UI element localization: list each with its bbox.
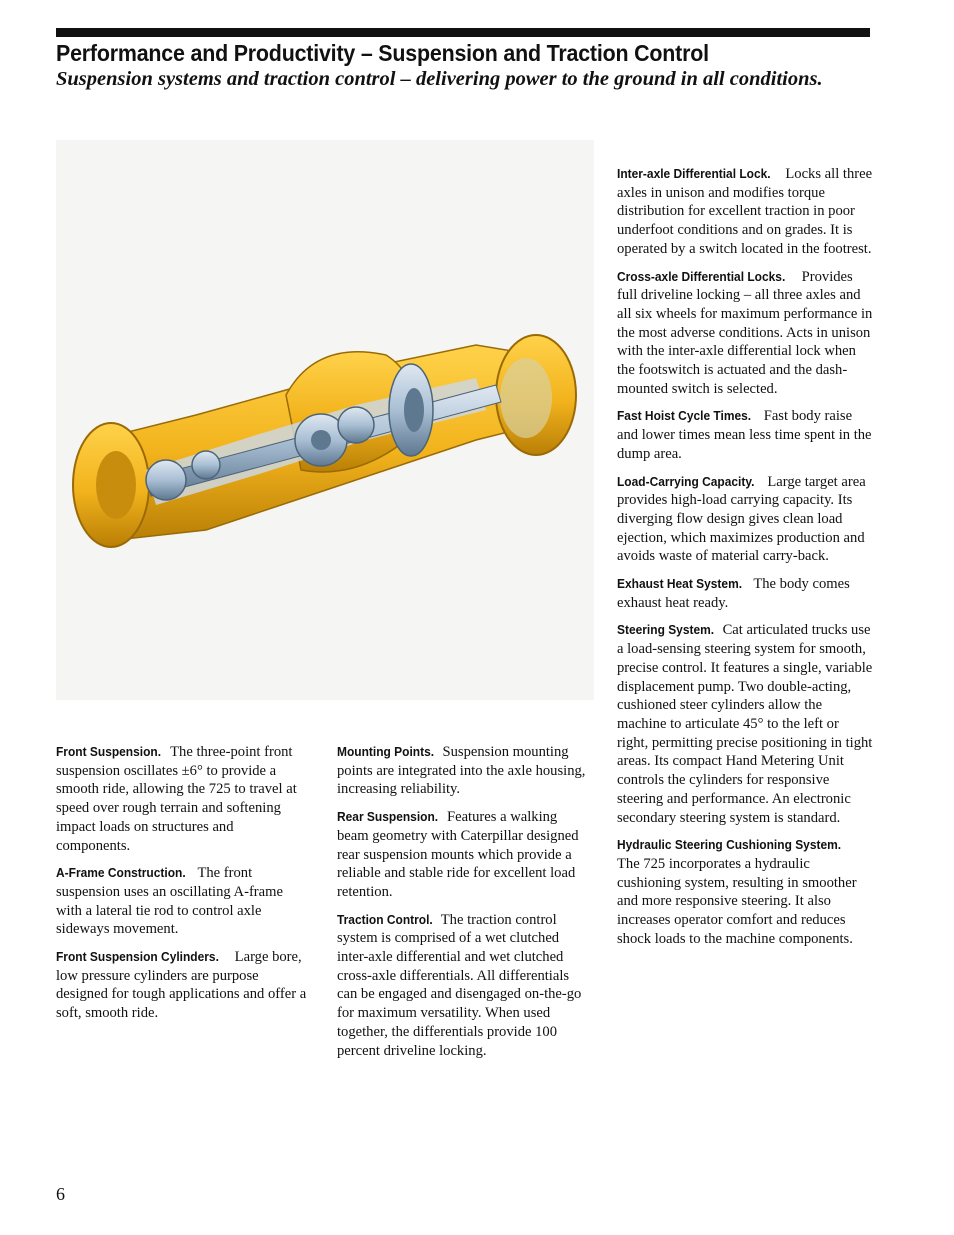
axle-illustration [56, 140, 594, 700]
steering-paragraph [617, 621, 873, 827]
front-suspension-paragraph [56, 743, 311, 855]
a-frame-heading: A-Frame Construction. [56, 865, 186, 881]
traction-control-body: The traction control system is comprised of a wet clutched inter-axle differential and wet clutched cross-axle differentials. All differentials can be engaged and disengaged on-the-go for maximum versatility. When used together, the differentials provide 100 percent driveline locking. [337, 911, 582, 1059]
a-frame-paragraph [56, 864, 311, 939]
rear-suspension-paragraph [337, 808, 592, 902]
front-suspension-body: The three-point front suspension oscillates ±6° to provide a smooth ride, allowing the 725 to travel at speed over rough terrain and softening impact loads on structures and components. [56, 744, 297, 854]
hydraulic-cushion-paragraph [617, 836, 873, 948]
page-subtitle: Suspension systems and traction control – delivering power to the ground in all conditions. [56, 68, 823, 90]
page-number: 6 [56, 1184, 65, 1204]
exhaust-heat-body: The body comes exhaust heat ready. [617, 576, 850, 611]
load-carrying-heading: Load-Carrying Capacity. [617, 473, 755, 489]
fast-hoist-paragraph [617, 407, 873, 463]
front-cylinders-body: Large bore, low pressure cylinders are purpose designed for tough applications and offer a soft, smooth ride. [56, 949, 307, 1022]
rear-suspension-body: Features a walking beam geometry with Caterpillar designed rear suspension mounts which provide a reliable and stable ride for excellent load retention. [337, 809, 579, 900]
mounting-points-paragraph [337, 743, 592, 799]
fast-hoist-body: Fast body raise and lower times mean less time spent in the dump area. [617, 408, 872, 462]
traction-control-heading: Traction Control. [337, 911, 433, 927]
rear-suspension-heading: Rear Suspension. [337, 809, 439, 825]
hydraulic-cushion-body: The 725 incorporates a hydraulic cushioning system, resulting in smoother and more responsive steering. It also increases operator comfort and reduces shock loads to the machine components. [617, 855, 857, 947]
inter-axle-paragraph [617, 165, 873, 259]
mounting-points-heading: Mounting Points. [337, 744, 435, 759]
column-left [56, 743, 311, 1032]
front-suspension-heading: Front Suspension. [56, 744, 162, 759]
cross-axle-heading: Cross-axle Differential Locks. [617, 268, 786, 284]
header-rule [56, 28, 870, 37]
load-carrying-paragraph [617, 473, 873, 567]
exhaust-heat-paragraph [617, 575, 873, 612]
axle-cutaway-image [56, 140, 594, 700]
front-cylinders-heading: Front Suspension Cylinders. [56, 949, 219, 965]
fast-hoist-heading: Fast Hoist Cycle Times. [617, 408, 752, 424]
inter-axle-body: Locks all three axles in unison and modifies torque distribution for excellent traction in poor underfoot conditions and on grades. It is operated by a switch located in the footrest. [617, 166, 873, 257]
column-middle [337, 743, 592, 1069]
exhaust-heat-heading: Exhaust Heat System. [617, 576, 743, 592]
front-cylinders-paragraph [56, 948, 311, 1023]
steering-heading: Steering System. [617, 622, 715, 638]
column-right [617, 165, 873, 957]
traction-control-paragraph [337, 911, 592, 1061]
cross-axle-body: Provides full driveline locking – all three axles and all six wheels for maximum performance in the most adverse conditions. Acts in unison with the inter-axle differential lock when the footswitch is actuated and the dash-mounted switch is selected. [617, 268, 873, 397]
hydraulic-cushion-heading: Hydraulic Steering Cushioning System. [617, 837, 842, 853]
load-carrying-body: Large target area provides high-load carrying capacity. Its diverging flow design gives clean load ejection, which maximizes production and avoids waste of material carry-back. [617, 473, 866, 565]
cross-axle-paragraph [617, 268, 873, 399]
steering-body: Cat articulated trucks use a load-sensing steering system for smooth, precise control. It features a single, variable displacement pump. Two double-acting, cushioned steer cylinders allow the machine to articulate 45° to the left or right, permitting precise positioning in tight areas. Its compact Hand Metering Unit controls the cylinders for responsive steering and performance. An electronic secondary steering system is standard. [617, 622, 873, 826]
inter-axle-heading: Inter-axle Differential Lock. [617, 166, 771, 181]
mounting-points-body: Suspension mounting points are integrated into the axle housing, increasing reliability. [337, 744, 586, 798]
a-frame-body: The front suspension uses an oscillating A-frame with a lateral tie rod to control axle sideways movement. [56, 865, 283, 938]
page-title: Performance and Productivity – Suspension and Traction Control [56, 40, 709, 66]
